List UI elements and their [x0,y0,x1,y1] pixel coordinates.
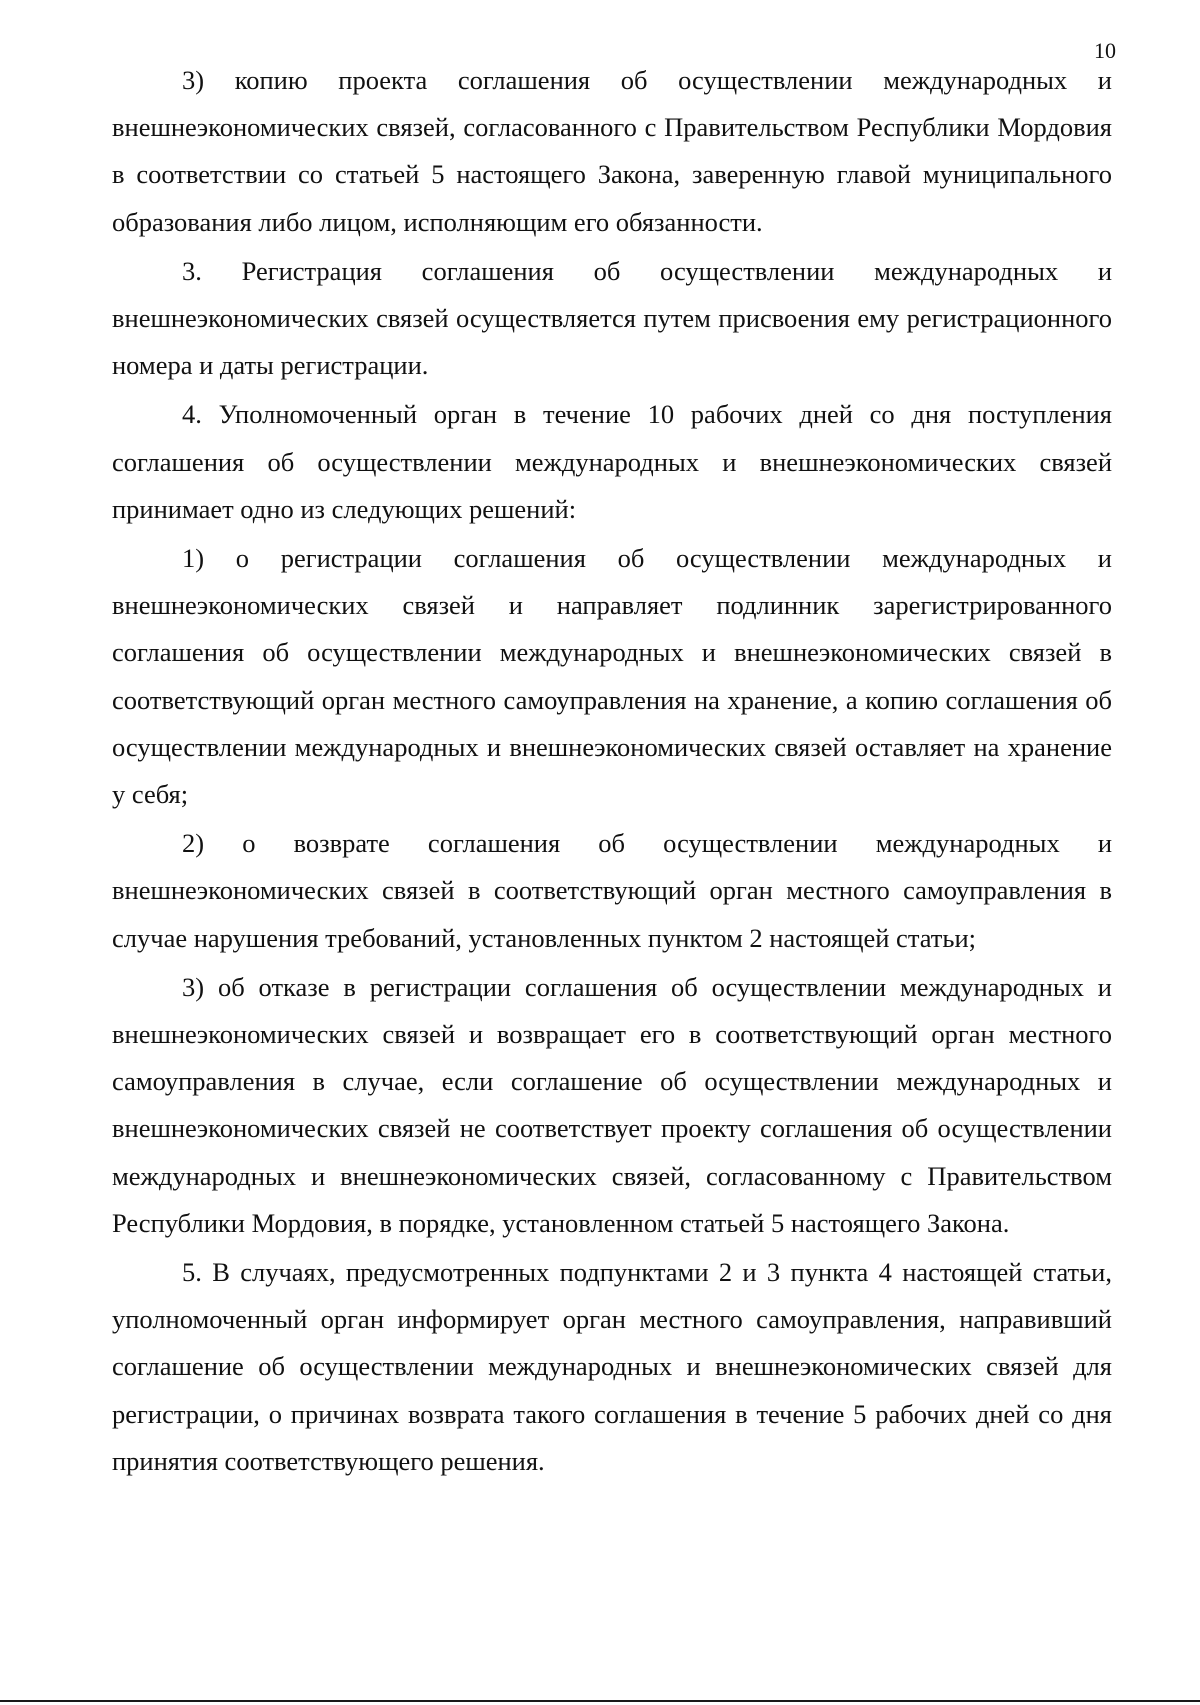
paragraph-point-5-notification: 5. В случаях, предусмотренных подпунктами 2 и 3 пункта 4 настоящей статьи, уполномоченный орган информирует орган местного самоуправления, направивший соглашение об осуществлении международных и внешнеэкономических связей для регистрации, о причинах возврата такого соглашения в течение 5 рабочих дней со дня принятия соответствующего решения. [112,1257,1112,1476]
paragraph-point-4-decisions: 4. Уполномоченный орган в течение 10 рабочих дней со дня поступления соглашения об осуществлении международных и внешнеэкономических связей принимает одно из следующих решений: [112,399,1112,524]
paragraph-item-2-return-decision: 2) о возврате соглашения об осуществлении международных и внешнеэкономических связей в соответствующий орган местного самоуправления в случае нарушения требований, установленных пунктом 2 настоящей статьи; [112,828,1112,953]
paragraph-point-3-registration: 3. Регистрация соглашения об осуществлении международных и внешнеэкономических связей осуществляется путем присвоения ему регистрационного номера и даты регистрации. [112,255,1112,381]
document-body [112,57,1112,1487]
bottom-scan-edge-divider [0,1700,1200,1702]
page-number: 10 [1094,38,1116,63]
paragraph-item-3-copy-of-agreement: 3) копию проекта соглашения об осуществлении международных и внешнеэкономических связей, согласованного с Правительством Республики Мордовия в соответствии со статьей 5 настоящего Закона, заверенную главой муниципального образования либо лицом, исполняющим его обязанности. [112,65,1112,237]
paragraph-item-3-refusal-decision: 3) об отказе в регистрации соглашения об осуществлении международных и внешнеэкономических связей и возвращает его в соответствующий орган местного самоуправления в случае, если соглашение об осуществлении международных и внешнеэкономических связей не соответствует проекту соглашения об осуществлении международных и внешнеэкономических связей, согласованному с Правительством Республики Мордовия, в порядке, установленном статьей 5 настоящего Закона. [112,971,1112,1238]
paragraph-item-1-registration-decision: 1) о регистрации соглашения об осуществлении международных и внешнеэкономических связей и направляет подлинник зарегистрированного соглашения об осуществлении международных и внешнеэкономических связей в соответствующий орган местного самоуправления на хранение, а копию соглашения об осуществлении международных и внешнеэкономических связей оставляет на хранение у себя; [112,543,1112,810]
